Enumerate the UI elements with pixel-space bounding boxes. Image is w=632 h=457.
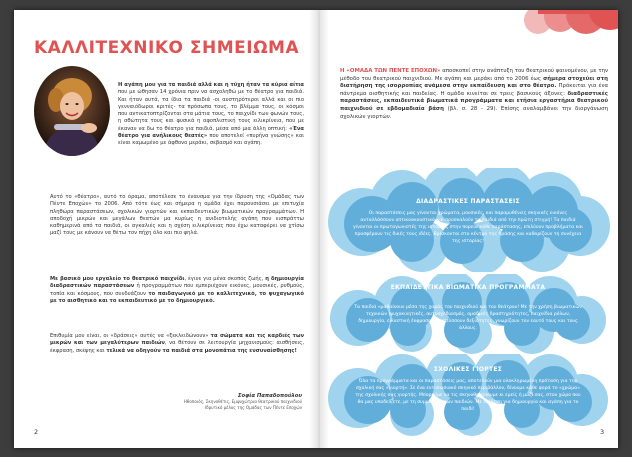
- signature-block: [174, 393, 302, 411]
- p4-bold: τα σώματα και τις καρδιές των μικρών και των μεγαλύτερων παιδιών: [50, 333, 304, 347]
- right-page: [318, 10, 618, 448]
- p4-bold2: τελικά να οδηγούν τα παιδιά στα μονοπάτια της ενσυναίσθησης!: [106, 347, 297, 354]
- p3-bold2: η δημιουργία διαδραστικών παραστάσεων: [50, 276, 304, 290]
- p3-bold3: το παιδαγωγικό με το καλλιτεχνικό, το ψυχαγωγικό με το αισθητικό και το εκπαιδευτικό με το δημιουργικό.: [50, 290, 304, 304]
- cloud-2-text: Τα παιδιά «μαθαίνουν μέσα της χαράς του παιχνιδιού και του θεάτρου! Με την χρήση βιωματικών τεχνικών (ψυχοκινητικές, αυτοσχεδιασμός, ομαδικές δραστηριότητες, παιχνίδια ρόλων, δημιουργία, εικαστική έκφραση) αναπτύσσουν δεξιότητες, γνωρίζουν τον εαυτό τους και τους άλλους.: [354, 305, 582, 331]
- cloud-school-celebrations: [322, 354, 614, 436]
- intro-paragraph: [340, 68, 608, 121]
- intro-text2: Πρόκειται για ένα πάντρεμα αισθητικής και παιδείας. Η ομάδα κινείται σε τρεις βασικούς άξονες:: [340, 83, 609, 97]
- p1-text: που με ώθησαν 14 χρόνια πριν να ασχοληθώ με το θέατρο για παιδιά. Και ήταν αυτά, τα ίδια τα παιδιά -οι αυστηρότεροι αλλά και οι πιο γενναιόδωροι κριτές- τα πρόσωπα τους, το βλέμμα τους, οι κόσμοι που αντικατοπτρίζονται στα μάτια τους, το παιχνίδι των φωνών τους, η αθώτητα τους και φυσικά η αφοπλιστική τους ειλικρίνεια, που με έκαναν να δω το θέατρο για παιδιά, μέσα από μια άλλη οπτική:: [118, 89, 304, 132]
- page-number-left: 2: [34, 428, 39, 436]
- paragraph-4: [50, 333, 304, 355]
- page-number-right: 3: [600, 428, 605, 436]
- portrait-image: [34, 66, 110, 156]
- p3-bold: Με βασικό μου εργαλείο το θεατρικό παιχνίδι: [50, 276, 185, 282]
- p3-text: , έγινε για μένα σκοπός ζωής,: [184, 276, 266, 282]
- book-spread: [14, 10, 618, 448]
- cloud-1-title: ΔΙΑΔΡΑΣΤΙΚΕΣ ΠΑΡΑΣΤΑΣΕΙΣ: [416, 198, 520, 205]
- p1-bold: Η αγάπη μου για τα παιδιά αλλά και η τύχη ήταν τα κύρια αίτια: [118, 82, 304, 88]
- p1-tail: που αποτελεί «πυρήνα γνώσης» και είναι καμωμένο με άφθονο μεράκι, σεβασμό και αγάπη.: [118, 133, 304, 147]
- intro-highlight: Η «ΟΜΑΔΑ ΤΩΝ ΠΕΝΤΕ ΕΠΟΧΩΝ»: [340, 68, 441, 74]
- intro-text3: (βλ. σ. 28 - 29). Επίσης αναλαμβάνει την διοργάνωση σχολικών γιορτών.: [340, 105, 608, 120]
- cloud-1-text: Οι παραστάσεις μας γίνονται χρώματα, μουσικές, και παραμυθένιες σκηνικές εικόνες ανταλλάσσουν οπτικοακουστικά και προσκαλούν τα παιδιά από την πρώτη στιγμή! Τα παιδιά γίνονται οι πρωταγωνιστές της ιστορίας στην πορεία κάθε παράστασης, επιλύουν προβλήματα και προσφέρουν τις δικές τους ιδέες. Βρίσκονται στο κέντρο της δράσης και καθορίζουν τη συνέχεια της ιστορίας!: [353, 211, 583, 244]
- left-page: [14, 10, 314, 448]
- paragraph-3: [50, 276, 304, 305]
- cloud-educational-programs: [322, 274, 614, 354]
- cloud-3-text: Όλα τα προγράμματα και οι παραστάσεις μας, αποτελούν μια ολοκληρωμένη πρόταση για την σχολική σας «γιορτή». Σε ένα εντυπωσιακό σκηνικό περιβάλλον, δίνουμε κάθε φορά το «χρώμα» της σχολικής σας γιορτής. Μπορούμε να τις σκηνοθετήσουμε κι εμείς ή μαζί σας, στον χώρο που θα μας υποδείξετε, με τη συμμετοχή των παιδιών. Με διάθεση για δημιουργία και αγάπη για το παιδί!: [355, 379, 581, 412]
- intro-bold2: διαδραστικές παραστάσεις, εκπαιδευτικά βιωματικά προγράμματα και ετήσια εργαστήρια θεατρικού παιχνιδιού σε εβδομαδιαία βάση: [340, 90, 608, 112]
- signature-role-2: Ιδρυτικό μέλος της Ομάδας των Πέντε Εποχών: [204, 405, 302, 410]
- page-title: ΚΑΛΛΙΤΕΧΝΙΚΟ ΣΗΜΕΙΩΜΑ: [34, 38, 300, 58]
- cloud-3-title: ΣΧΟΛΙΚΕΣ ΓΙΟΡΤΕΣ: [433, 366, 503, 373]
- cloud-interactive-performances: [322, 168, 614, 272]
- cloud-2-title: ΕΚΠΑΙΔΕΥΤΙΚΑ ΒΙΩΜΑΤΙΚΑ ΠΡΟΓΡΑΜΜΑΤΑ: [390, 284, 546, 291]
- p4-text2: , να θέτουν σε λειτουργία μηχανισμούς: αισθήσεις, έκφραση, σκέψης και: [50, 340, 305, 354]
- author-photo: [34, 66, 110, 156]
- signature-name: Σοφία Παπαδοπούλου: [237, 393, 302, 399]
- decorative-clouds-top: [468, 10, 618, 50]
- p4-text: Επιθυμία μου είναι, οι «δράσεις» αυτές να «ξεκλειδώνουν»: [50, 333, 211, 339]
- intro-text: αποσκοπεί στην ανάπτυξη του θεατρικού φαινομένου, με την μέθοδο του θεατρικού παιχνιδιού. Με αγάπη και μεράκι από το 2006 έως: [340, 68, 608, 82]
- p3-text2: ή προγραμμάτων που εμπεριέχουν εικόνες, μουσικές, ρυθμούς, τοπία και κόσμους, που συνδυάζουν: [50, 283, 304, 297]
- signature-role-1: Ηθοποιός, Σκηνοθέτις, Εμψυχώτρια θεατρικού παιχνιδιού: [183, 399, 302, 404]
- p1-quote: «Ένα θέατρο για ανήλικους θεατές»: [118, 125, 304, 140]
- paragraph-2: Αυτό το «θέατρο», αυτό το όραμα, αποτέλεσε το έναυσμα για την ίδρυση της «Ομάδας των Πέντε Εποχών» το 2006. Από τότε έως και σήμερα η ομάδα έχει παρουσιάσει με επιτυχία πληθώρα παραστάσεων, σχολικών γιορτών και εκπαιδευτικών βιωματικών προγραμμάτων. Η αποδοχή μικρών και μεγάλων θεατών μα κυρίως η ανιδιοτελής αγάπη που εισπράττω καθημερινά από τα παιδιά, οι αγκαλιές και η σχέση ειλικρίνειας που έχω καταφέρει να χτίσω μαζί τους με κάνουν να θέτω τον πήχη όλο και πιο ψηλά.: [50, 194, 304, 237]
- paragraph-1: [118, 82, 304, 148]
- intro-bold: σήμερα στοχεύει στη διατήρηση της ισορροπίας ανάμεσα στην εκπαίδευση και στο θέατρο.: [340, 75, 608, 90]
